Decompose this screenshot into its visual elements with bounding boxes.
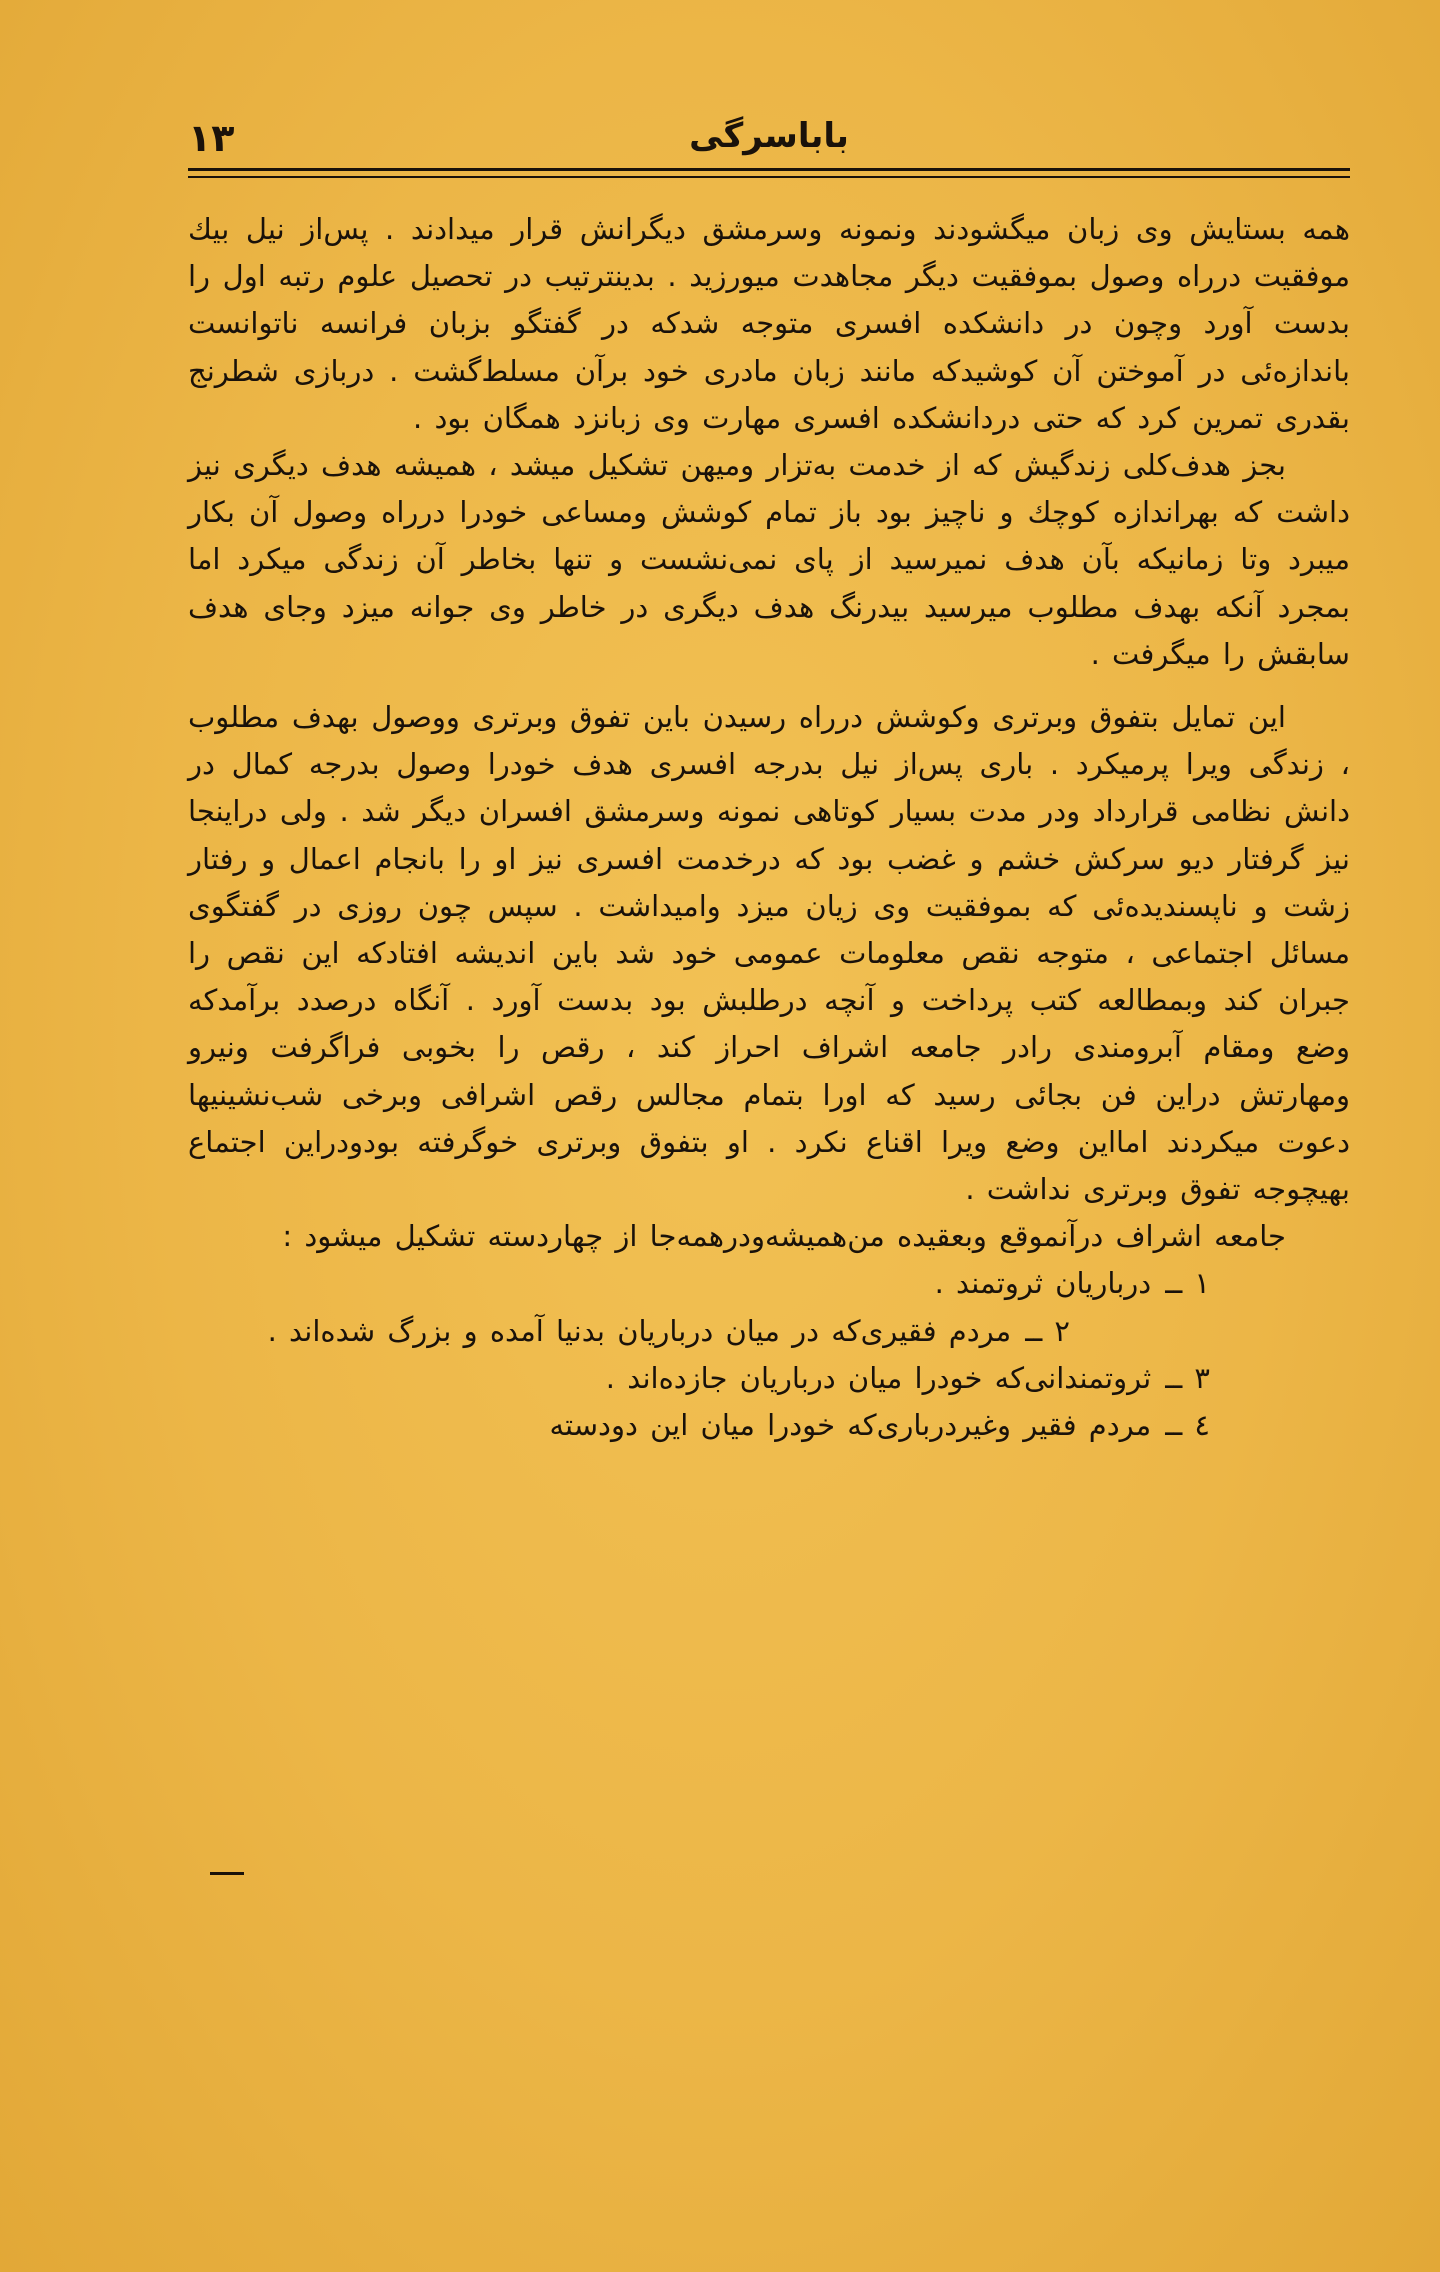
- paragraph: بجز هدف‌کلی زندگیش که از خدمت به‌تزار ومیهن تشکیل میشد ، همیشه هدف دیگری نیز داشت که بهراندازه کوچك و ناچیز بود باز تمام کوشش ومساعی خودرا درراه وصول آن بکار میبرد وتا زمانیکه بآن هدف نمیرسید از پای نمی‌نشست و تنها بخاطر آن زندگی میکرد اما بمجرد آنکه بهدف مطلوب میرسید بیدرنگ هدف دیگری در خاطر وی جوانه میزد وجای هدف سابقش را میگرفت .: [188, 448, 1350, 671]
- paragraph: جامعه اشراف درآنموقع وبعقیده من‌همیشه‌ودرهمه‌جا از چهاردسته تشکیل میشود :: [282, 1219, 1286, 1254]
- list-item-number: ۲ ــ: [1025, 1313, 1070, 1348]
- list-item: [188, 1355, 1350, 1402]
- list-item-number: ۳ ــ: [1165, 1360, 1210, 1395]
- category-list: [188, 1260, 1350, 1449]
- margin-dash-mark: [210, 1872, 244, 1875]
- list-item-number: ۱ ــ: [1165, 1266, 1210, 1301]
- header-rule-thick: [188, 168, 1350, 171]
- page-number: ١٣: [188, 116, 235, 160]
- running-title: باباسرگی: [689, 116, 849, 156]
- page-body: [188, 206, 1350, 1449]
- list-item-text: درباریان ثروتمند .: [934, 1266, 1152, 1301]
- list-item-text: مردم فقیری‌که در میان درباریان بدنیا آمده و بزرگ شده‌اند .: [267, 1313, 1012, 1348]
- list-item: [188, 1402, 1350, 1449]
- paragraph: همه بستایش وی زبان میگشودند ونمونه وسرمشق دیگرانش قرار میدادند . پس‌از نیل بیك موفقیت درراه وصول بموفقیت دیگر مجاهدت میورزید . بدینترتیب در تحصیل علوم رتبه اول را بدست آورد وچون در دانشکده افسری متوجه شدکه در گفتگو بزبان فرانسه ناتوانست باندازه‌ئی در آموختن آن کوشیدکه مانند زبان مادری خود برآن مسلط‌گشت . دربازی شطرنج بقدری تمرین کرد که حتی دردانشکده افسری مهارت وی زبانزد همگان بود .: [188, 212, 1350, 435]
- list-item-text: ثروتمندانی‌که خودرا میان درباریان جازده‌اند .: [605, 1360, 1152, 1395]
- list-item: [188, 1308, 1350, 1355]
- header-rule-thin: [188, 176, 1350, 178]
- list-item: [188, 1260, 1350, 1307]
- list-item-text: مردم فقیر وغیردرباری‌که خودرا میان این دودسته: [549, 1408, 1152, 1443]
- paragraph: این تمایل بتفوق وبرتری وکوشش درراه رسیدن باین تفوق وبرتری ووصول بهدف مطلوب ، زندگی ویرا پرمیکرد . باری پس‌از نیل بدرجه افسری هدف خودرا وصول بدرجه کمال در دانش نظامی قرارداد ودر مدت بسیار کوتاهی نمونه وسرمشق افسران دیگر شد . ولی دراینجا نیز گرفتار دیو سرکش خشم و غضب بود که درخدمت افسری نیز او را بانجام اعمال و رفتار زشت و ناپسندیده‌ئی که بموفقیت وی زیان میزد وامیداشت . سپس چون روزی در گفتگوی مسائل اجتماعی ، متوجه نقص معلومات عمومی خود شد باین اندیشه افتادکه این نقص را جبران کند وبمطالعه کتب پرداخت و آنچه درطلبش بود بدست آورد . آنگاه درصدد برآمدکه وضع ومقام آبرومندی رادر جامعه اشراف احراز کند ، رقص را بخوبی فراگرفت ونیرو ومهارتش دراین فن بجائی رسید که اورا بتمام مجالس رقص اشرافی وبرخی شب‌نشینیها دعوت میکردند امااین وضع ویرا اقناع نکرد . او بتفوق وبرتری خوگرفته بودودراین اجتماع بهیچوجه تفوق وبرتری نداشت .: [188, 700, 1350, 1207]
- list-item-number: ٤ ــ: [1165, 1408, 1210, 1443]
